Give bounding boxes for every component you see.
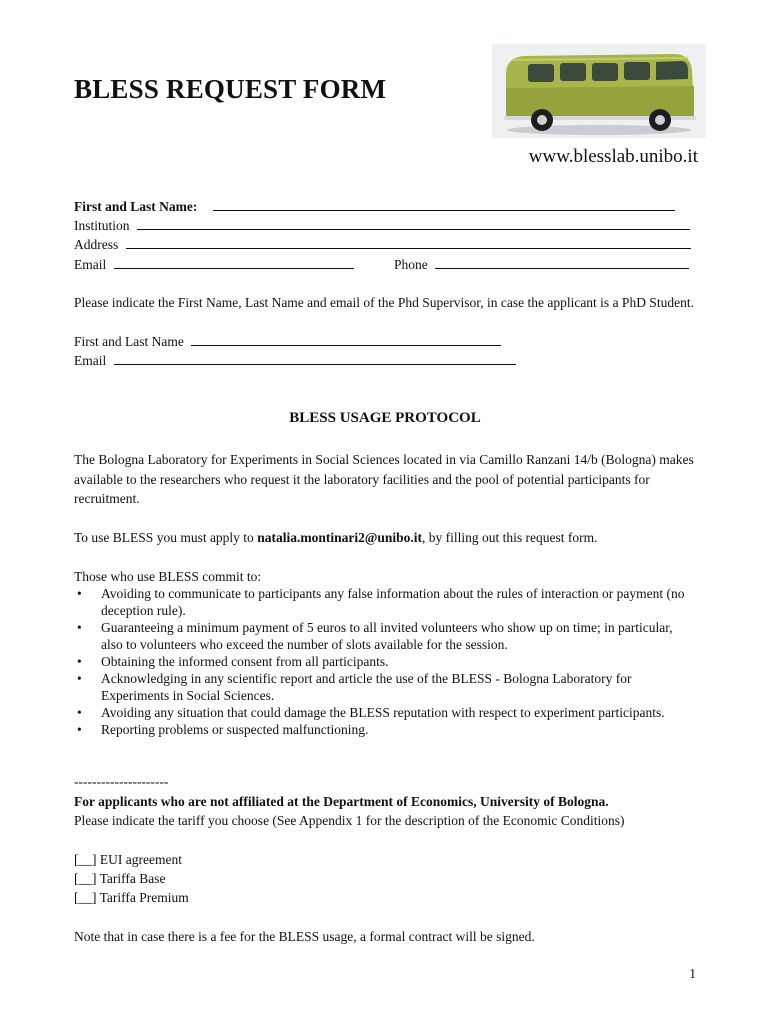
email-input-line[interactable] [114, 256, 354, 269]
tariff-heading: For applicants who are not affiliated at the Department of Economics, University of Bologna. [74, 794, 609, 809]
bullet-icon: • [77, 705, 82, 720]
supervisor-instruction: Please indicate the First Name, Last Name and email of the Phd Supervisor, in case the applicant is a PhD Student. [74, 295, 694, 310]
supervisor-email-label: Email [74, 353, 107, 368]
commitment-list [74, 585, 696, 738]
tariff-option-premium[interactable]: [__] Tariffa Premium [74, 890, 189, 905]
institution-label: Institution [74, 218, 130, 233]
tariff-instruction: Please indicate the tariff you choose (See Appendix 1 for the description of the Economic Conditions) [74, 813, 625, 828]
apply-instruction [74, 528, 696, 548]
list-item: • Reporting problems or suspected malfunctioning. [77, 722, 369, 737]
tariff-option-eui[interactable]: [__] EUI agreement [74, 852, 182, 867]
supervisor-email-field[interactable] [74, 352, 516, 366]
protocol-intro: The Bologna Laboratory for Experiments in Social Sciences located in via Camillo Ranzani 14/b (Bologna) makes available to the researchers who request it the laboratory facilities and the pool of potential participants for recruitment. [74, 452, 694, 506]
supervisor-name-field[interactable] [74, 333, 501, 347]
phone-field[interactable] [394, 256, 689, 270]
phone-input-line[interactable] [435, 256, 689, 269]
list-item: • Avoiding any situation that could damage the BLESS reputation with respect to experiment participants. [77, 705, 665, 720]
page-title: BLESS REQUEST FORM [74, 74, 387, 104]
van-photo [492, 44, 706, 138]
list-item: • Obtaining the informed consent from all participants. [77, 654, 389, 669]
bullet-icon: • [77, 620, 82, 635]
bullet-icon: • [77, 722, 82, 737]
protocol-heading: BLESS USAGE PROTOCOL [289, 410, 481, 426]
supervisor-name-input-line[interactable] [191, 333, 501, 346]
phone-label: Phone [394, 257, 428, 272]
commit-intro: Those who use BLESS commit to: [74, 569, 262, 584]
page-number: 1 [689, 966, 696, 981]
contract-note: Note that in case there is a fee for the BLESS usage, a formal contract will be signed. [74, 929, 535, 944]
address-label: Address [74, 237, 119, 252]
name-label: First and Last Name: [74, 199, 198, 214]
contact-email[interactable]: natalia.montinari2@unibo.it [257, 530, 423, 545]
section-divider: --------------------- [74, 774, 169, 789]
address-input-line[interactable] [126, 236, 691, 249]
list-item: • Acknowledging in any scientific report and article the use of the BLESS - Bologna Laboratory for Experiments in Social Sciences. [77, 671, 632, 703]
address-field[interactable] [74, 236, 691, 250]
institution-input-line[interactable] [137, 217, 690, 230]
bullet-icon: • [77, 586, 82, 601]
apply-suffix: , by filling out this request form. [422, 530, 598, 545]
supervisor-email-input-line[interactable] [114, 352, 516, 365]
bullet-icon: • [77, 671, 82, 686]
name-field[interactable] [74, 198, 675, 212]
institution-field[interactable] [74, 217, 690, 231]
bullet-icon: • [77, 654, 82, 669]
tariff-option-base[interactable]: [__] Tariffa Base [74, 871, 166, 886]
website-link[interactable]: www.blesslab.unibo.it [528, 146, 698, 167]
supervisor-name-label: First and Last Name [74, 334, 184, 349]
list-item: • Avoiding to communicate to participants any false information about the rules of interaction or payment (no deception rule). [77, 586, 685, 618]
vintage-van-icon [492, 44, 706, 138]
email-label: Email [74, 257, 107, 272]
list-item: • Guaranteeing a minimum payment of 5 euros to all invited volunteers who show up on time; in particular, also to volunteers who exceed the number of slots available for the session. [77, 620, 673, 652]
email-field[interactable] [74, 256, 354, 270]
apply-prefix: To use BLESS you must apply to [74, 530, 258, 545]
name-input-line[interactable] [213, 198, 675, 211]
